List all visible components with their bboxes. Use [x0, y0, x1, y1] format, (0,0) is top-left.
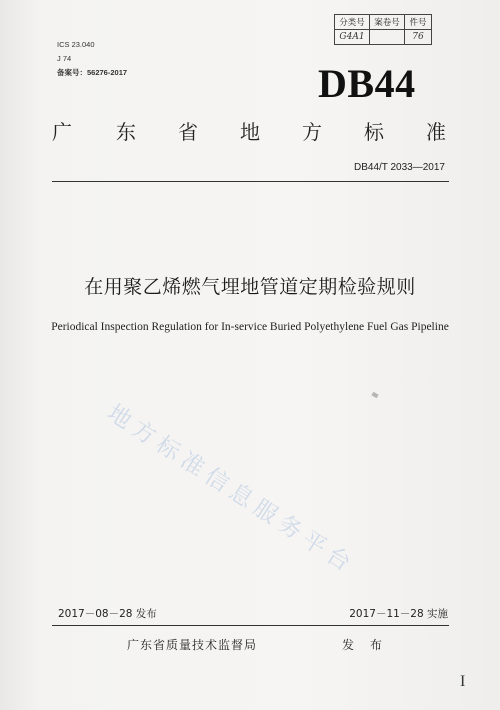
- db44-logo: DB44: [318, 61, 416, 106]
- stamp-value-volume: [370, 30, 405, 45]
- title-english: Periodical Inspection Regulation for In-service Buried Polyethylene Fuel Gas Pipeline: [51, 321, 449, 333]
- ics-code: ICS 23.040: [57, 40, 95, 49]
- stamp-value-item: 76: [405, 30, 432, 45]
- implementation-date: 2017－11－28 实施: [349, 608, 448, 620]
- region-char: 省: [178, 120, 198, 144]
- issuing-authority: 广东省质量技术监督局: [127, 638, 258, 652]
- region-char: 地: [240, 120, 260, 144]
- title-chinese: 在用聚乙烯燃气埋地管道定期检验规则: [84, 276, 416, 298]
- record-number: 备案号：56276-2017: [57, 68, 128, 77]
- watermark-text: 地方标准信息服务平台: [102, 400, 360, 580]
- top-divider: [52, 181, 449, 182]
- region-char: 广: [52, 120, 72, 144]
- standard-number: DB44/T 2033—2017: [354, 162, 445, 173]
- publish-date: 2017－08－28 发布: [58, 608, 157, 620]
- scan-speck: [371, 392, 378, 398]
- bottom-divider: [52, 625, 449, 626]
- region-char: 标: [364, 120, 384, 144]
- archive-stamp: [334, 14, 432, 45]
- issue-label: 发 布: [342, 638, 388, 652]
- stamp-header-volume: 案卷号: [370, 15, 405, 30]
- stamp-header-category: 分类号: [335, 15, 370, 30]
- stamp-header-item: 件号: [405, 15, 432, 30]
- region-char: 准: [426, 120, 446, 144]
- region-char: 方: [302, 120, 322, 144]
- classification-code: J 74: [57, 54, 72, 63]
- stamp-value-category: G4A1: [335, 30, 370, 45]
- region-char: 东: [116, 120, 136, 144]
- page-number: I: [460, 673, 466, 690]
